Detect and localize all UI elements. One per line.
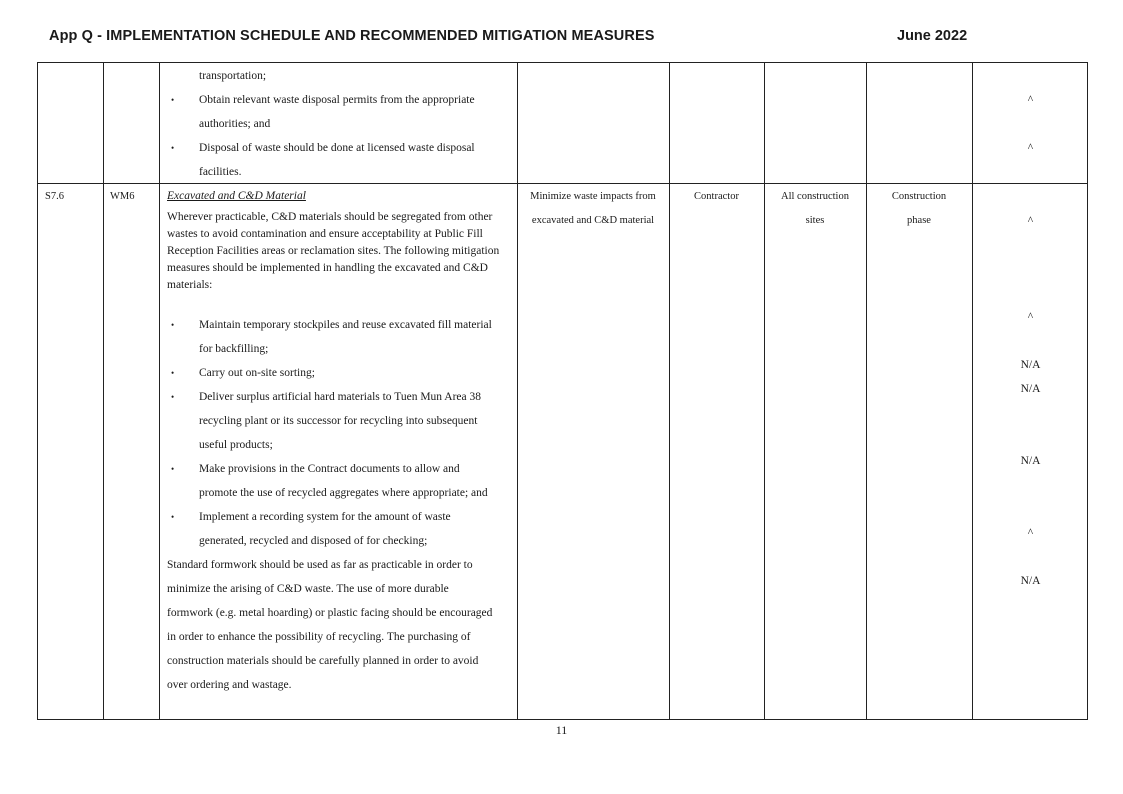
status-mark: ^ bbox=[1027, 94, 1034, 106]
closing-line: construction materials should be carefully planned in order to avoid bbox=[167, 655, 479, 667]
continued-line: authorities; and bbox=[199, 118, 271, 130]
bullet-line: generated, recycled and disposed of for checking; bbox=[199, 535, 428, 547]
bullet-icon: • bbox=[171, 368, 175, 378]
agent-cell: Contractor bbox=[694, 191, 739, 202]
bullet-line: recycling plant or its successor for recycling into subsequent bbox=[199, 415, 478, 427]
id-cell: WM6 bbox=[110, 191, 135, 202]
mitigation-table bbox=[37, 62, 1088, 720]
bullet-icon: • bbox=[171, 392, 175, 402]
bullet-line: Deliver surplus artificial hard materials to Tuen Mun Area 38 bbox=[199, 391, 482, 403]
status-mark: ^ bbox=[1027, 311, 1034, 323]
page-header-title: App Q - IMPLEMENTATION SCHEDULE AND RECOMMENDED MITIGATION MEASURES bbox=[49, 28, 655, 44]
status-mark: N/A bbox=[1020, 383, 1041, 395]
bullet-line: Carry out on-site sorting; bbox=[199, 367, 315, 379]
bullet-icon: • bbox=[171, 95, 175, 105]
continued-line: Obtain relevant waste disposal permits from the appropriate bbox=[199, 94, 475, 106]
bullet-icon: • bbox=[171, 320, 175, 330]
closing-line: formwork (e.g. metal hoarding) or plastic facing should be encouraged bbox=[167, 607, 493, 619]
timing-cell: phase bbox=[907, 215, 931, 226]
bullet-line: for backfilling; bbox=[199, 343, 269, 355]
status-mark: ^ bbox=[1027, 527, 1034, 539]
objective-cell: excavated and C&D material bbox=[531, 215, 655, 226]
status-mark: N/A bbox=[1020, 575, 1041, 587]
ref-cell: S7.6 bbox=[45, 191, 64, 202]
measure-intro: Wherever practicable, C&D materials should be segregated from other wastes to avoid contamination and ensure acceptability at Public Fill Reception Facilities areas or reclamation sites. The following mitigation measures should be implemented in handling the excavated and C&D materials: bbox=[167, 211, 500, 291]
bullet-line: useful products; bbox=[199, 439, 273, 451]
bullet-line: promote the use of recycled aggregates where appropriate; and bbox=[199, 487, 488, 499]
timing-cell: Construction bbox=[891, 191, 947, 202]
closing-line: minimize the arising of C&D waste. The use of more durable bbox=[167, 583, 449, 595]
status-mark: ^ bbox=[1027, 215, 1034, 227]
bullet-icon: • bbox=[171, 512, 175, 522]
bullet-line: Implement a recording system for the amount of waste bbox=[199, 511, 451, 523]
closing-line: over ordering and wastage. bbox=[167, 679, 292, 691]
closing-line: in order to enhance the possibility of recycling. The purchasing of bbox=[167, 631, 471, 643]
bullet-icon: • bbox=[171, 464, 175, 474]
status-mark: N/A bbox=[1020, 359, 1041, 371]
measure-heading: Excavated and C&D Material bbox=[167, 190, 306, 202]
status-mark: N/A bbox=[1020, 455, 1041, 467]
location-cell: All construction bbox=[781, 191, 849, 202]
bullet-icon: • bbox=[171, 143, 175, 153]
continued-line: facilities. bbox=[199, 166, 242, 178]
status-mark: ^ bbox=[1027, 142, 1034, 154]
location-cell: sites bbox=[805, 215, 825, 226]
continued-line: Disposal of waste should be done at licensed waste disposal bbox=[199, 142, 475, 154]
bullet-line: Maintain temporary stockpiles and reuse excavated fill material bbox=[199, 319, 492, 331]
continued-line: transportation; bbox=[199, 70, 267, 82]
page-header-date: June 2022 bbox=[897, 28, 968, 44]
objective-cell: Minimize waste impacts from bbox=[530, 191, 656, 202]
page-number: 11 bbox=[555, 723, 568, 737]
closing-line: Standard formwork should be used as far as practicable in order to bbox=[167, 559, 473, 571]
bullet-line: Make provisions in the Contract documents to allow and bbox=[199, 463, 460, 475]
